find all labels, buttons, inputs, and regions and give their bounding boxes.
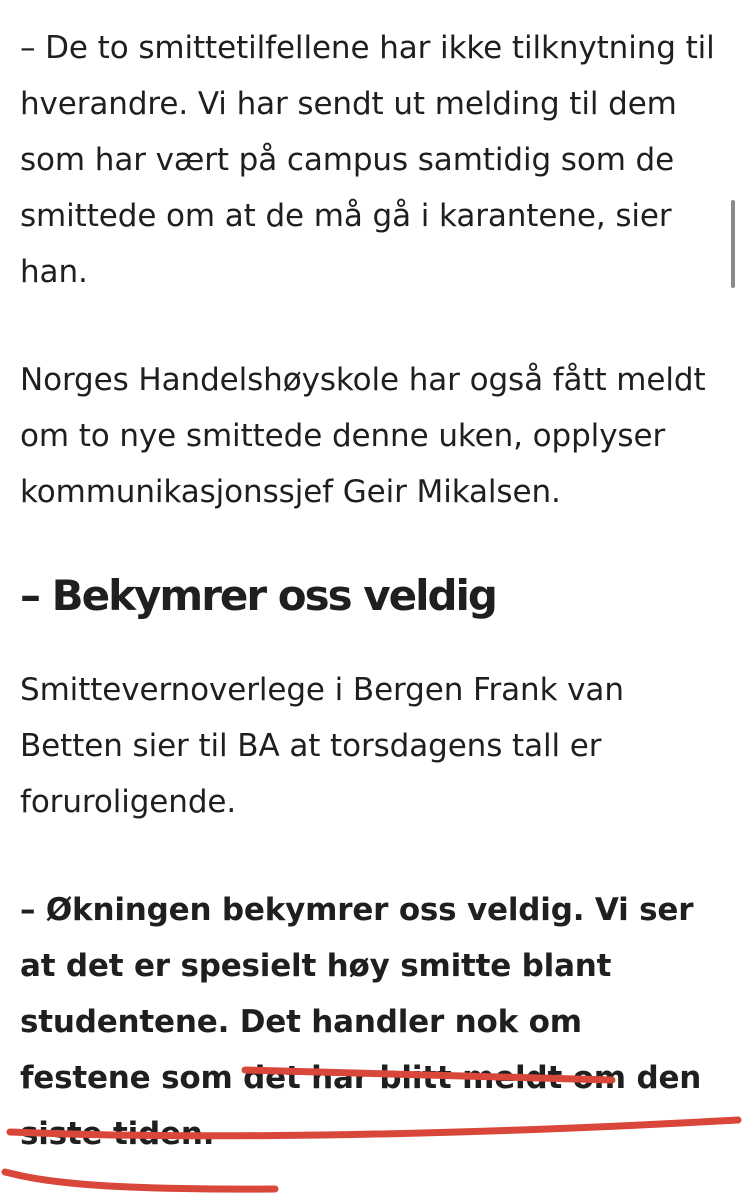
underline-stroke-3 bbox=[5, 1172, 275, 1189]
quote-paragraph bbox=[20, 882, 720, 1162]
scrollbar[interactable] bbox=[731, 200, 735, 288]
section-heading: – Bekymrer oss veldig bbox=[20, 571, 496, 620]
quote-plain-text: – Økningen bekymrer oss veldig. Vi ser at det er spesielt høy smitte blant studentene. bbox=[20, 892, 694, 1040]
quote-highlighted-text: Det handler nok om festene som det har blitt meldt om den siste tiden. bbox=[20, 1004, 702, 1152]
paragraph-health-officer: Smittevernoverlege i Bergen Frank van Betten sier til BA at torsdagens tall er foruroligende. bbox=[20, 672, 624, 820]
paragraph-nhh-cases: Norges Handelshøyskole har også fått meldt om to nye smittede denne uken, opplyser kommunikasjonssjef Geir Mikalsen. bbox=[20, 362, 706, 510]
article-body bbox=[20, 20, 720, 1162]
paragraph-contact-tracing: – De to smittetilfellene har ikke tilknytning til hverandre. Vi har sendt ut melding til dem som har vært på campus samtidig som de smittede om at de må gå i karantene, sier han. bbox=[20, 30, 715, 290]
